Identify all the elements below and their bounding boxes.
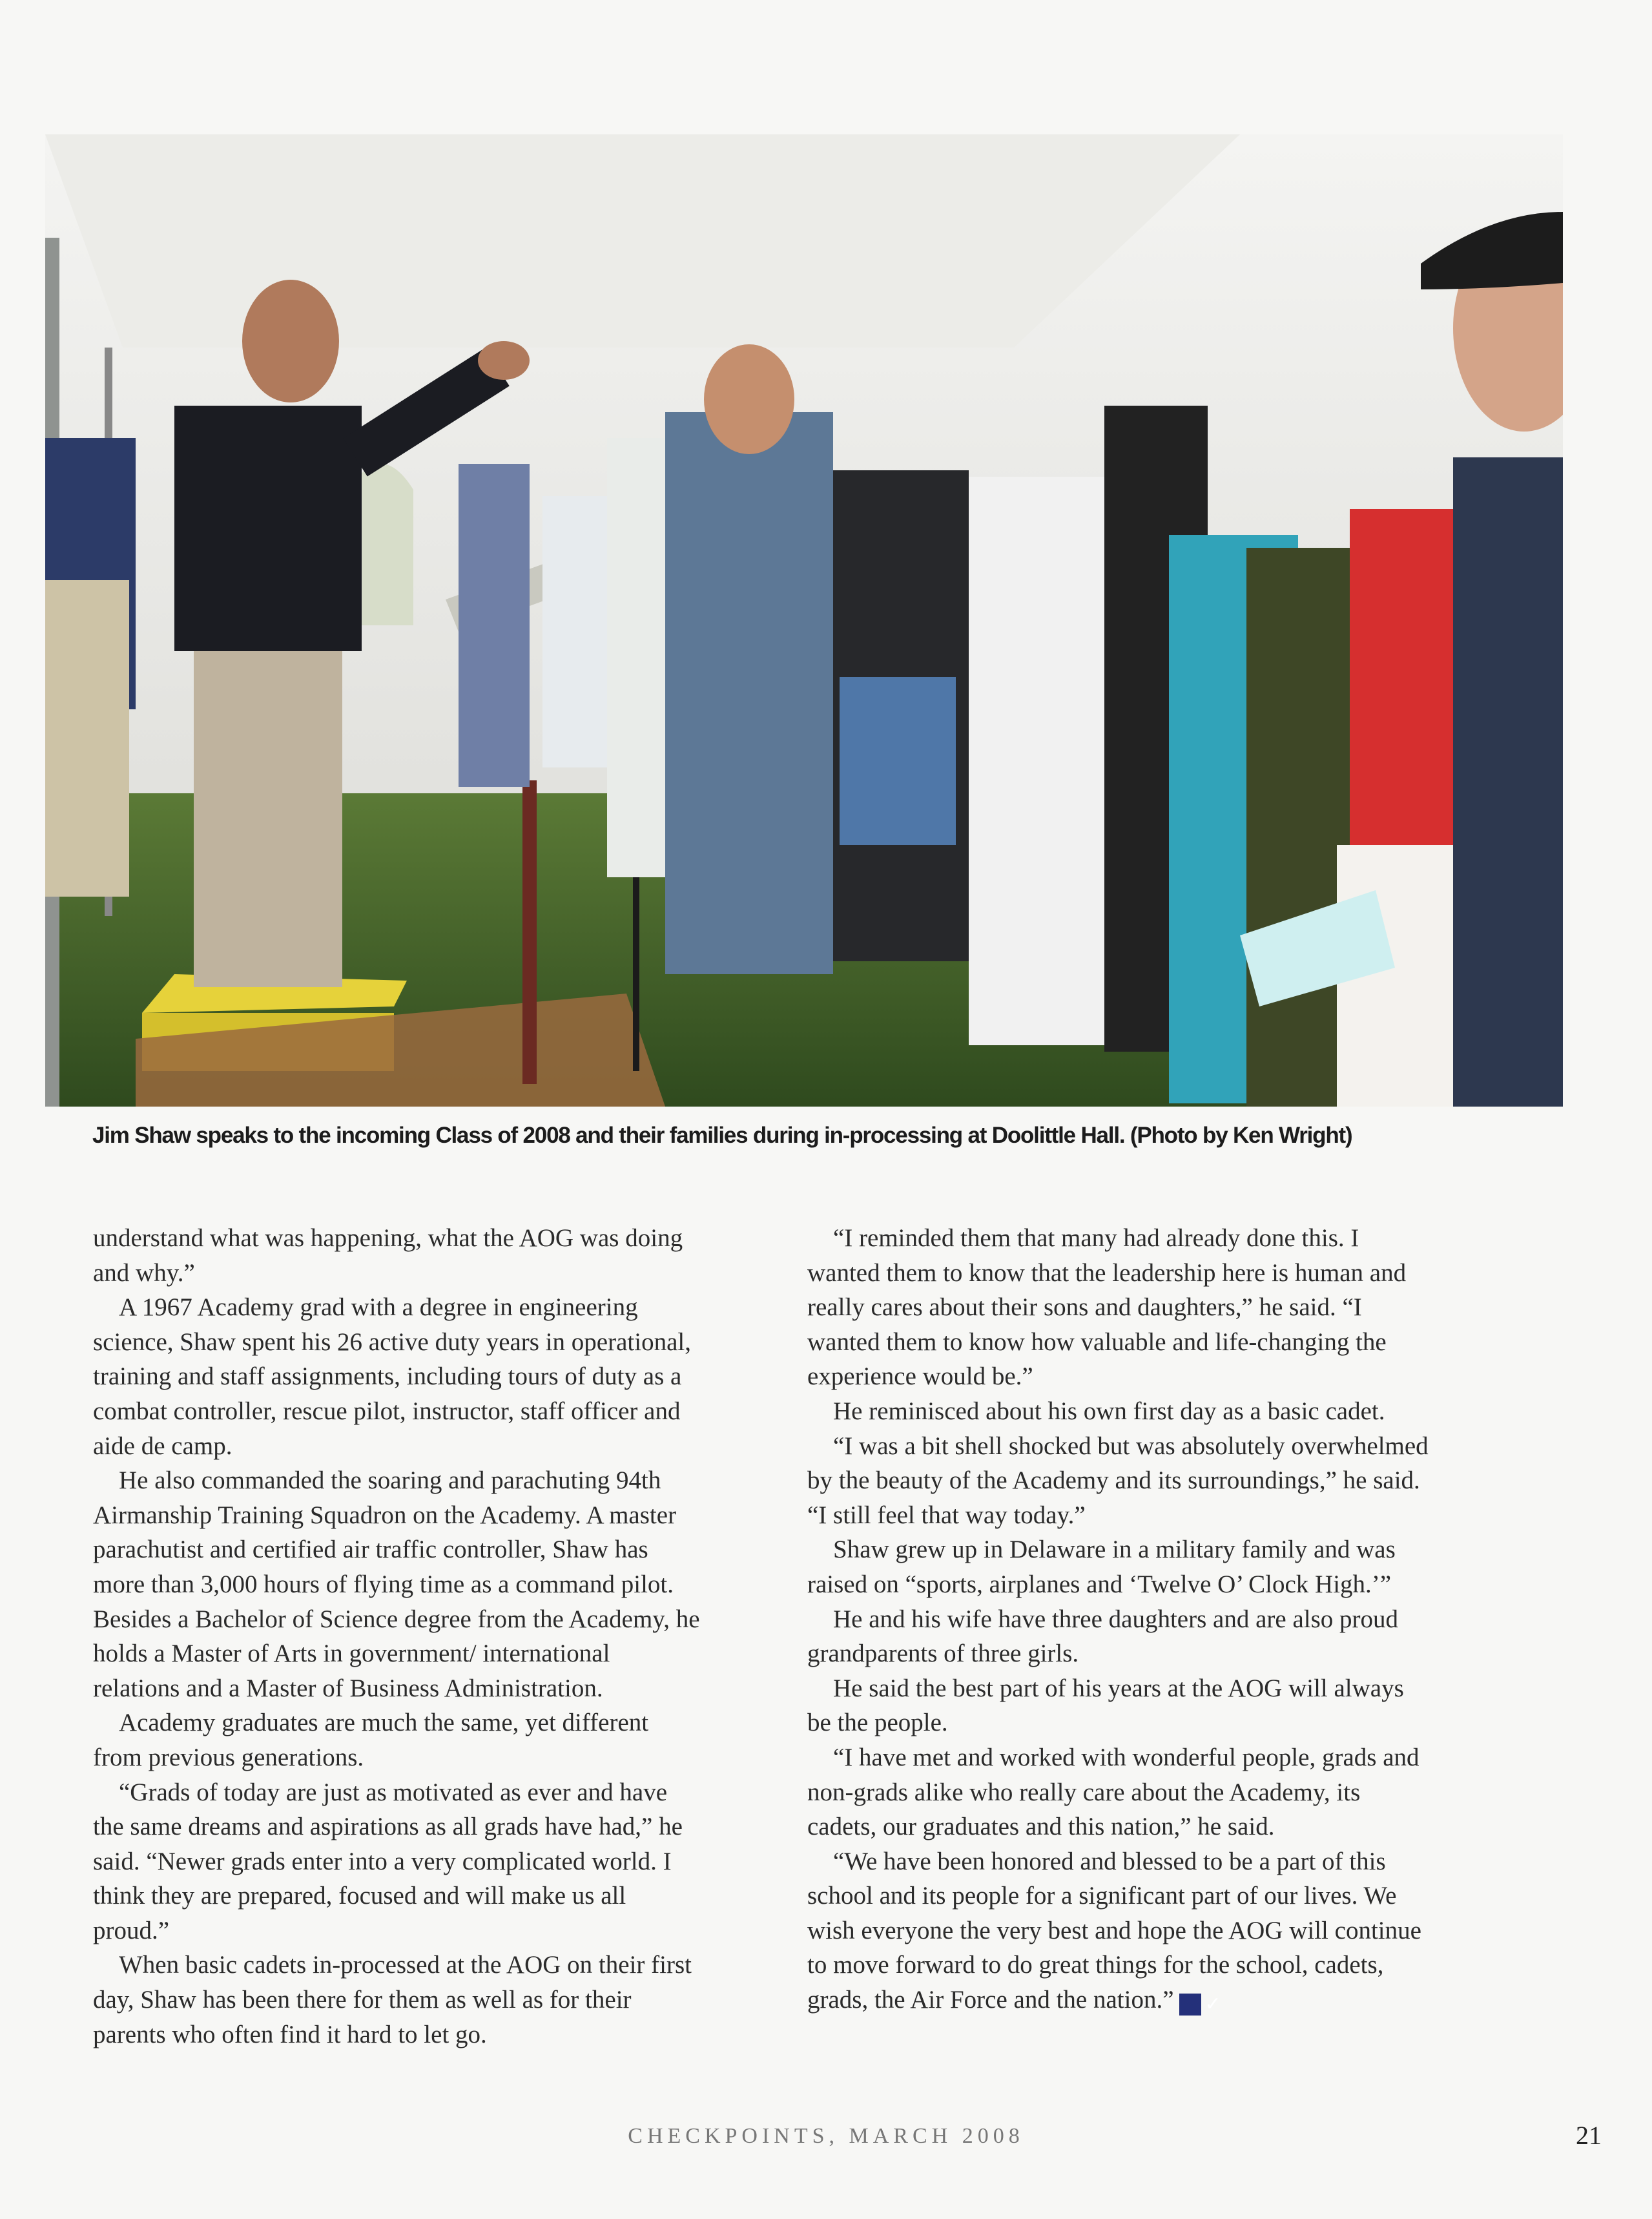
photo-caption: Jim Shaw speaks to the incoming Class of 2008 and their families during in-processing at Doolittle Hall. (Photo by Ken Wright) — [92, 1123, 1352, 1148]
article-paragraph: “I have met and worked with wonderful people, grads and non-grads alike who really care about the Academy, its cadets, our graduates and this nation,” he said. — [807, 1743, 1420, 1841]
article-paragraph: Shaw grew up in Delaware in a military family and was raised on “sports, airplanes and ‘Twelve O’ Clock High.’” — [807, 1536, 1396, 1598]
article-paragraph-last — [807, 1844, 1434, 2017]
article-paragraph: understand what was happening, what the AOG was doing and why.” — [93, 1224, 683, 1287]
article-paragraph: “I was a bit shell shocked but was absolutely overwhelmed by the beauty of the Academy and its surroundings,” he said. “I still feel that way today.” — [807, 1432, 1429, 1529]
article-paragraph: “I reminded them that many had already done this. I wanted them to know that the leadership here is human and really cares about their sons and daughters,” he said. “I wanted them to know how valuable and life-changing the experience would be.” — [807, 1224, 1407, 1391]
article-paragraph: He and his wife have three daughters and are also proud grandparents of three girls. — [807, 1605, 1399, 1668]
article-paragraph: “Grads of today are just as motivated as ever and have the same dreams and aspirations as all grads have had,” he said. “Newer grads enter into a very complicated world. I think they are prepared, focused and will make us all proud.” — [93, 1778, 683, 1944]
checkmark-box-icon: ✓ — [1179, 1994, 1201, 2016]
article-photo — [45, 134, 1563, 1107]
article-paragraph-text: “We have been honored and blessed to be a part of this school and its people for a significant part of our lives. We wish everyone the very best and hope the AOG will continue to move forward to do great things for the school, cadets, grads, the Air Force and the nation.” — [807, 1847, 1421, 2014]
page-number: 21 — [1576, 2121, 1602, 2150]
article-paragraph: He reminisced about his own first day as a basic cadet. — [833, 1397, 1385, 1425]
article-paragraph: When basic cadets in-processed at the AOG on their first day, Shaw has been there for them as well as for their parents who often find it hard to let go. — [93, 1951, 692, 2048]
article-column-left — [93, 1221, 700, 2052]
article-paragraph: He said the best part of his years at the AOG will always be the people. — [807, 1674, 1404, 1737]
article-column-right — [807, 1221, 1434, 2017]
photo-image — [45, 134, 1563, 1107]
article-paragraph: He also commanded the soaring and parachuting 94th Airmanship Training Squadron on the Academy. A master parachutist and certified air traffic controller, Shaw has more than 3,000 hours of flying time as a command pilot. Besides a Bachelor of Science degree from the Academy, he holds a Master of Arts in government/ international relations and a Master of Business Administration. — [93, 1466, 700, 1702]
article-paragraph: Academy graduates are much the same, yet different from previous generations. — [93, 1709, 649, 1771]
publication-footer: CHECKPOINTS, MARCH 2008 — [628, 2124, 1024, 2148]
article-paragraph: A 1967 Academy grad with a degree in engineering science, Shaw spent his 26 active duty years in operational, training and staff assignments, including tours of duty as a combat controller, rescue pilot, instructor, staff officer and aide de camp. — [93, 1293, 691, 1460]
